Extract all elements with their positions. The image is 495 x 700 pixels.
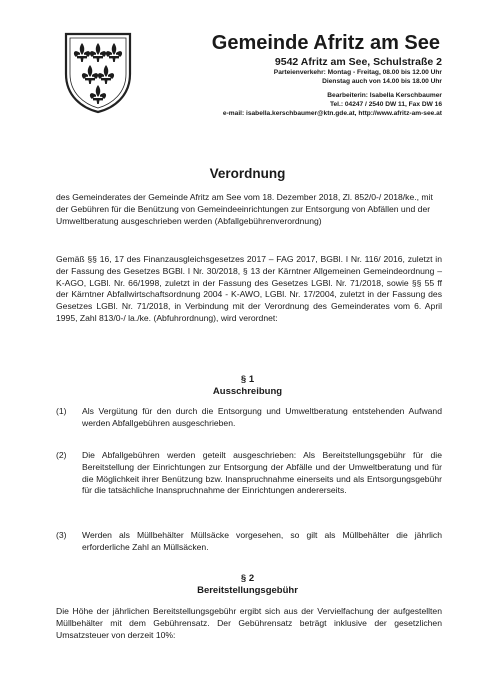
phone-fax: Tel.: 04247 / 2540 DW 11, Fax DW 16 xyxy=(329,100,442,108)
item-number: (3) xyxy=(56,530,67,540)
municipality-name: Gemeinde Afritz am See xyxy=(211,32,440,54)
section-2-number: § 2 xyxy=(240,573,255,584)
document-title: Verordnung xyxy=(209,166,286,181)
item-number: (2) xyxy=(56,450,67,460)
item-text: Die Abfallgebühren werden geteilt ausgeschrieben: Als Bereitstellungsgebühr für die Bereitstellung der Einrichtungen zur Entsorgung der Abfälle und der Umweltberatung und für die Möglichkeit ihrer Benützung bzw. Inanspruchnahme einerseits und als Entsorgungsgebühr für die tatsächliche Inanspruchnahme der Einrichtungen andererseits. xyxy=(82,450,442,496)
section-2-paragraph: Die Höhe der jährlichen Bereitstellungsgebühr ergibt sich aus der Vervielfachung der aufgestellten Müllbehälter mit dem Gebührensatz. Der Gebührensatz beträgt inklusive der gesetzlichen Umsatzsteuer von derzeit 10%: xyxy=(56,606,442,640)
letterhead xyxy=(150,32,442,109)
section-2-title: Bereitstellungsgebühr xyxy=(197,585,298,596)
office-hours-line-2: Dienstag auch von 14.00 bis 18.00 Uhr xyxy=(322,77,442,85)
clerk-name: Bearbeiterin: Isabella Kerschbaumer xyxy=(327,92,442,100)
item-text: Als Vergütung für den durch die Entsorgung und Umweltberatung entstehenden Aufwand werden Abfallgebühren ausgeschrieben. xyxy=(82,406,442,428)
legal-basis-paragraph: Gemäß §§ 16, 17 des Finanzausgleichsgesetzes 2017 – FAG 2017, BGBl. I Nr. 116/ 2016, zuletzt in der Fassung des Gesetzes BGBl. I Nr. 30/2018, § 13 der Kärntner Allgemeinen Gemeindeordnung – K-AGO, LGBl. Nr. 66/1998, zuletzt in der Fassung des Gesetzes LGBl. Nr. 71/2018, sowie §§ 55 ff der Kärntner Abfallwirtschaftsordnung 2004 - K-AWO, LGBl. Nr. 17/2004, zuletzt in der Fassung des Gesetzes LGBl. Nr. 71/2018, in Verbindung mit der Verordnung des Gemeinderates vom 6. April 1995, Zahl 813/0-/ la./ke. (Abfuhrordnung), wird verordnet: xyxy=(56,254,442,323)
item-text: Werden als Müllbehälter Müllsäcke vorgesehen, so gilt als Müllbehälter die jährlich erforderliche Zahl an Müllsäcken. xyxy=(82,530,442,552)
email-web-line: e-mail: isabella.kerschbaumer@ktn.gde.at, http://www.afritz-am-see.at xyxy=(222,110,442,117)
intro-paragraph: des Gemeinderates der Gemeinde Afritz am See vom 18. Dezember 2018, Zl. 852/0-/ 2018/ke., mit der Gebühren für die Benützung von Gemeindeeinrichtungen zur Entsorgung von Abfällen und der Umweltberatung ausgeschrieben werden (Abfallgebührenverordnung) xyxy=(56,192,433,226)
coat-of-arms-icon xyxy=(62,30,134,114)
section-1-number: § 1 xyxy=(240,374,255,385)
office-hours-line-1: Parteienverkehr: Montag - Freitag, 08.00 bis 12.00 Uhr xyxy=(273,69,442,76)
section-1-title: Ausschreibung xyxy=(212,386,283,397)
item-number: (1) xyxy=(56,406,67,416)
municipality-address: 9542 Afritz am See, Schulstraße 2 xyxy=(274,56,442,68)
